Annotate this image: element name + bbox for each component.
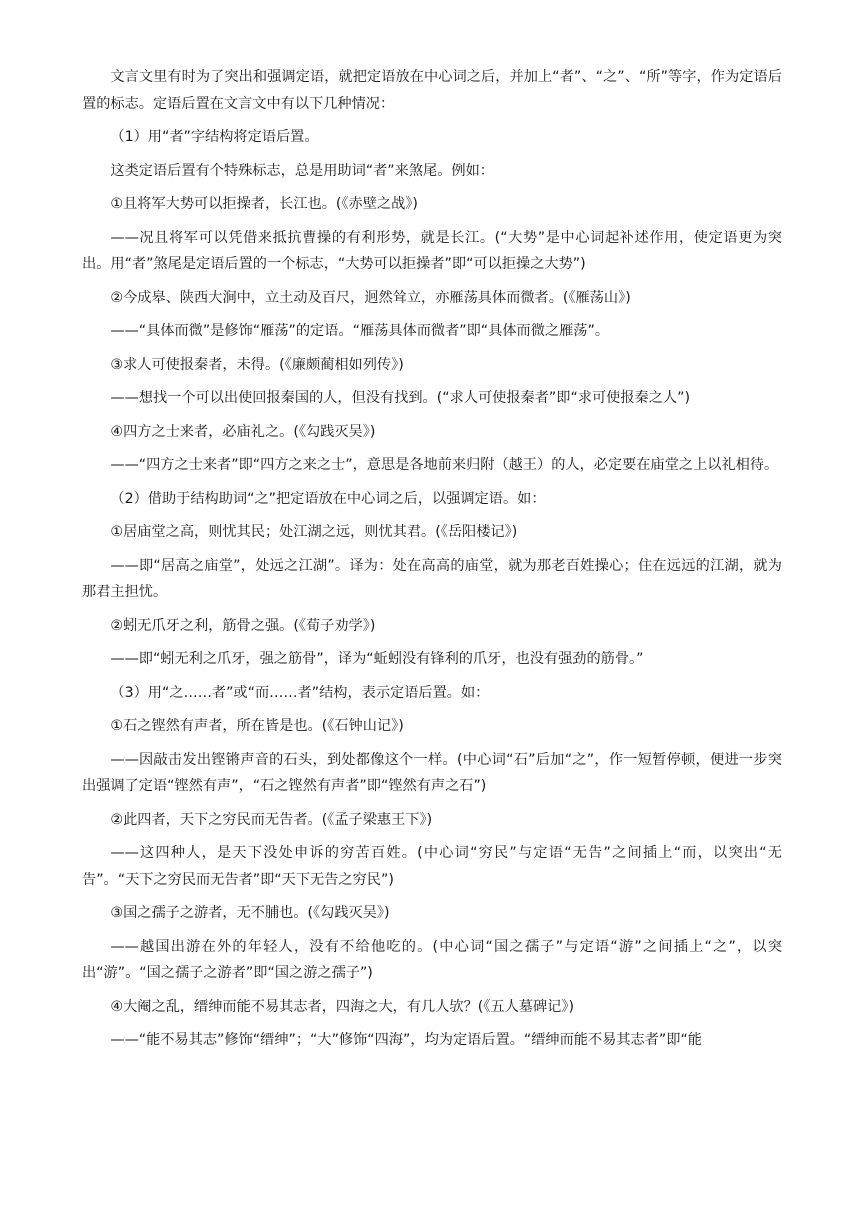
example-explanation: ——即“居高之庙堂”，处远之江湖”。译为：处在高高的庙堂，就为那老百姓操心；住在远远的江湖，就为那君主担忧。: [82, 557, 782, 600]
example-explanation: ——况且将军可以凭借来抵抗曹操的有利形势，就是长江。(“大势”是中心词起补述作用，使定语更为突出。用“者”煞尾是定语后置的一个标志，“大势可以拒操者”即“可以拒操之大势”): [82, 229, 782, 272]
section-heading-1: （1）用“者”字结构将定语后置。: [110, 129, 319, 145]
example-explanation: ——这四种人，是天下没处申诉的穷苦百姓。(中心词“穷民”与定语“无告”之间插上“而，以突出“无告”。“天下之穷民而无告者”即“天下无告之穷民”): [82, 845, 782, 888]
example-sentence: ③国之孺子之游者，无不脯也。(《勾践灭吴》): [110, 905, 390, 921]
example-explanation: ——“具体而微”是修饰“雁荡”的定语。“雁荡具体而微者”即“具体而微之雁荡”。: [110, 323, 610, 339]
example-explanation: ——越国出游在外的年轻人，没有不给他吃的。(中心词“国之孺子”与定语“游”之间插上“之”，以突出“游”。“国之孺子之游者”即“国之游之孺子”): [82, 938, 782, 981]
example-sentence: ②今成皋、陕西大涧中，立土动及百尺，迥然耸立，亦雁荡具体而微者。(《雁荡山》): [110, 289, 631, 306]
example-sentence: ①且将军大势可以拒操者，长江也。(《赤壁之战》): [110, 196, 418, 212]
example-explanation: ——想找一个可以出使回报秦国的人，但没有找到。(“求人可使报秦者”即“求可使报秦之人”): [110, 390, 690, 406]
example-sentence: ②蚓无爪牙之利，筋骨之强。(《荀子劝学》): [110, 617, 376, 634]
example-explanation: ——因敲击发出铿锵声音的石头，到处都像这个一样。(中心词“石”后加“之”，作一短暂停顿，便进一步突出强调了定语“铿然有声”，“石之铿然有声者”即“铿然有声之石”): [82, 751, 782, 794]
section-heading-2: （2）借助于结构助词“之”把定语放在中心词之后，以强调定语。如：: [110, 490, 546, 507]
section-heading-3: （3）用“之……者”或“而……者”结构，表示定语后置。如：: [110, 684, 490, 701]
example-sentence: ①石之铿然有声者，所在皆是也。(《石钟山记》): [110, 718, 404, 734]
example-explanation: ——即“蚓无利之爪牙，强之筋骨”，译为“蚯蚓没有锋利的爪牙，也没有强劲的筋骨。”: [110, 651, 644, 667]
example-explanation: ——“四方之士来者”即“四方之来之士”，意思是各地前来归附（越王）的人，必定要在庙堂之上以礼相待。: [110, 457, 779, 473]
document-body: [82, 64, 782, 1061]
example-sentence: ①居庙堂之高，则忧其民；处江湖之远，则忧其君。(《岳阳楼记》): [110, 524, 518, 540]
example-sentence: ④四方之士来者，必庙礼之。(《勾践灭吴》): [110, 423, 376, 440]
section-description-1: 这类定语后置有个特殊标志，总是用助词“者”来煞尾。例如：: [110, 162, 494, 179]
example-explanation: ——“能不易其志”修饰“缙绅”；“大”修饰“四海”，均为定语后置。“缙绅而能不易其志者”即“能: [110, 1032, 702, 1048]
example-sentence: ②此四者，天下之穷民而无告者。(《孟子梁惠王下》): [110, 811, 433, 828]
example-sentence: ③求人可使报秦者，未得。(《廉颇蔺相如列传》): [110, 356, 404, 373]
example-sentence: ④大阉之乱，缙绅而能不易其志者，四海之大，有几人欤？(《五人墓碑记》): [110, 998, 574, 1015]
intro-paragraph: 文言文里有时为了突出和强调定语，就把定语放在中心词之后，并加上“者”、“之”、“所”等字，作为定语后置的标志。定语后置在文言文中有以下几种情况：: [82, 69, 782, 112]
